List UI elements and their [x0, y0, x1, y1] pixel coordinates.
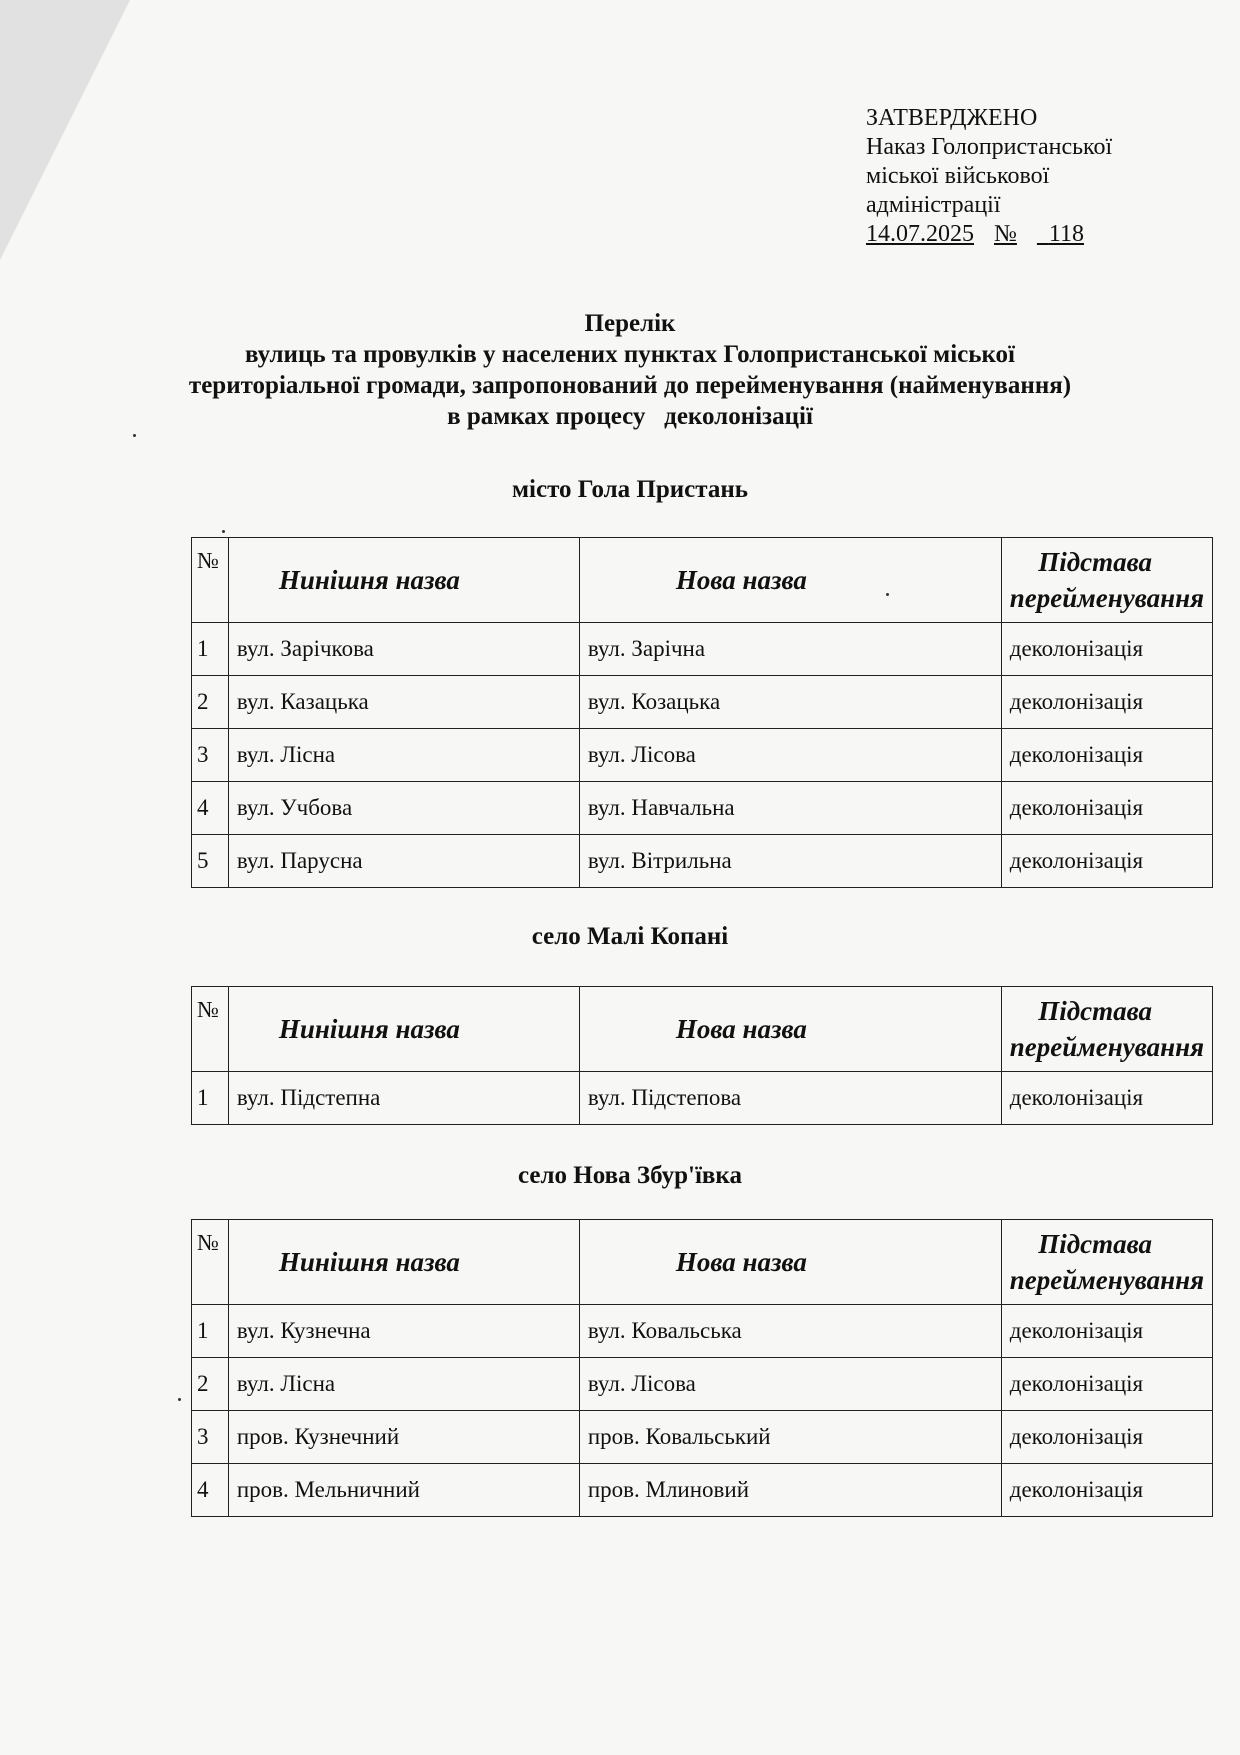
row-num: 4: [192, 782, 229, 835]
row-num: 4: [192, 1464, 229, 1517]
row-num: 3: [192, 1411, 229, 1464]
title-line-3: територіальної громади, запропонований до перейменування (найменування): [188, 372, 1072, 399]
title-line-2: вулиць та провулків у населених пунктах Голопристанської міської: [245, 341, 1015, 368]
table-row: [192, 782, 1213, 835]
row-new-name: вул. Зарічна: [579, 623, 1001, 676]
row-basis: деколонізація: [1001, 782, 1212, 835]
row-basis: деколонізація: [1001, 1305, 1212, 1358]
row-num: 1: [192, 623, 229, 676]
approval-number-label: №: [994, 221, 1017, 247]
row-basis: деколонізація: [1001, 1072, 1212, 1125]
approval-block: [866, 104, 1186, 249]
table-row: [192, 835, 1213, 888]
row-old-name: вул. Кузнечна: [228, 1305, 579, 1358]
row-num: 5: [192, 835, 229, 888]
header-new-name: Нова назва: [579, 1220, 1001, 1305]
row-basis: деколонізація: [1001, 676, 1212, 729]
row-old-name: вул. Казацька: [228, 676, 579, 729]
approval-number: 118: [1048, 221, 1085, 247]
row-num: 3: [192, 729, 229, 782]
rename-table-mali-kopani: [191, 986, 1213, 1125]
row-num: 1: [192, 1072, 229, 1125]
header-basis: [1001, 1220, 1212, 1305]
row-basis: деколонізація: [1001, 1411, 1212, 1464]
row-new-name: пров. Млиновий: [579, 1464, 1001, 1517]
table-row: [192, 1072, 1213, 1125]
section-title-hola-prystan: місто Гола Пристань: [512, 476, 748, 503]
header-new-name: Нова назва: [579, 987, 1001, 1072]
header-old-name: Нинішня назва: [228, 1220, 579, 1305]
row-old-name: пров. Кузнечний: [228, 1411, 579, 1464]
row-basis: деколонізація: [1001, 1464, 1212, 1517]
table-header-row: [192, 1220, 1213, 1305]
scan-speck: [178, 1398, 181, 1401]
approval-line-2: міської військової: [866, 163, 1050, 189]
approval-date: 14.07.2025: [866, 221, 974, 247]
header-old-name: Нинішня назва: [228, 987, 579, 1072]
table-row: [192, 623, 1213, 676]
header-basis: [1001, 987, 1212, 1072]
header-new-name: Нова назва: [579, 538, 1001, 623]
approval-line-1: Наказ Голопристанської: [866, 134, 1113, 160]
row-basis: деколонізація: [1001, 623, 1212, 676]
table-row: [192, 1464, 1213, 1517]
row-new-name: вул. Козацька: [579, 676, 1001, 729]
row-old-name: вул. Лісна: [228, 1358, 579, 1411]
table-row: [192, 1358, 1213, 1411]
row-new-name: вул. Лісова: [579, 729, 1001, 782]
scan-speck: [222, 530, 225, 533]
row-old-name: вул. Учбова: [228, 782, 579, 835]
header-basis: [1001, 538, 1212, 623]
approval-line-3: адміністрації: [866, 192, 1001, 218]
title-line-1: Перелік: [584, 310, 676, 337]
header-basis-line-1: Підстава: [1038, 547, 1152, 577]
header-basis-line-2: перейменування: [1009, 1265, 1204, 1295]
document-title: [140, 308, 1120, 432]
row-old-name: пров. Мельничний: [228, 1464, 579, 1517]
row-basis: деколонізація: [1001, 835, 1212, 888]
row-num: 2: [192, 676, 229, 729]
scan-speck: [886, 593, 889, 596]
header-num: №: [192, 1220, 229, 1305]
header-basis-line-2: перейменування: [1009, 1032, 1204, 1062]
approval-date-line: [866, 220, 1186, 249]
table-header-row: [192, 538, 1213, 623]
table-row: [192, 1411, 1213, 1464]
row-num: 2: [192, 1358, 229, 1411]
table-row: [192, 1305, 1213, 1358]
scan-speck: [133, 434, 136, 437]
rename-table-nova-zburivka: [191, 1219, 1213, 1517]
row-basis: деколонізація: [1001, 729, 1212, 782]
row-basis: деколонізація: [1001, 1358, 1212, 1411]
page-fold-shadow: [0, 0, 130, 260]
table-row: [192, 676, 1213, 729]
title-line-4: в рамках процесу деколонізації: [447, 403, 813, 430]
table-header-row: [192, 987, 1213, 1072]
row-new-name: вул. Лісова: [579, 1358, 1001, 1411]
rename-table-hola-prystan: [191, 537, 1213, 888]
row-new-name: пров. Ковальський: [579, 1411, 1001, 1464]
row-old-name: вул. Лісна: [228, 729, 579, 782]
section-title-mali-kopani: село Малі Копані: [531, 923, 729, 950]
approval-stamp: ЗАТВЕРДЖЕНО: [866, 105, 1038, 131]
row-new-name: вул. Ковальська: [579, 1305, 1001, 1358]
row-num: 1: [192, 1305, 229, 1358]
row-new-name: вул. Підстепова: [579, 1072, 1001, 1125]
header-basis-line-2: перейменування: [1009, 583, 1204, 613]
row-new-name: вул. Вітрильна: [579, 835, 1001, 888]
header-num: №: [192, 538, 229, 623]
row-old-name: вул. Парусна: [228, 835, 579, 888]
row-old-name: вул. Зарічкова: [228, 623, 579, 676]
header-num: №: [192, 987, 229, 1072]
header-old-name: Нинішня назва: [228, 538, 579, 623]
row-new-name: вул. Навчальна: [579, 782, 1001, 835]
row-old-name: вул. Підстепна: [228, 1072, 579, 1125]
section-title-nova-zburivka: село Нова Збур'ївка: [518, 1162, 742, 1189]
header-basis-line-1: Підстава: [1038, 996, 1152, 1026]
header-basis-line-1: Підстава: [1038, 1229, 1152, 1259]
table-row: [192, 729, 1213, 782]
